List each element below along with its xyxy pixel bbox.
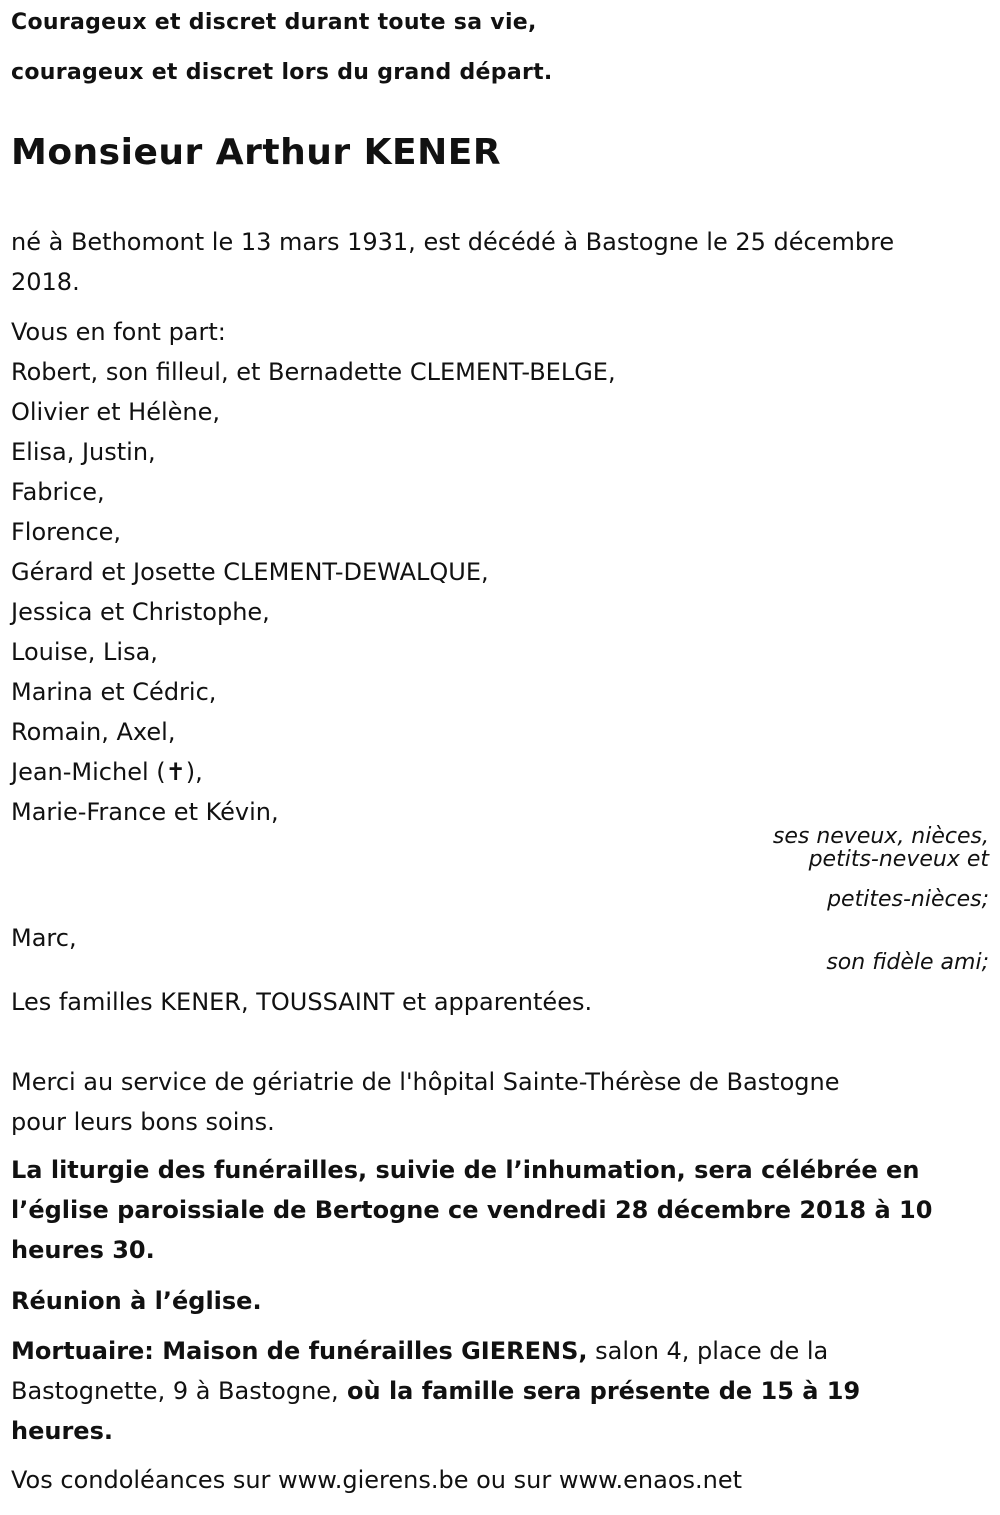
condolences-line: Vos condoléances sur www.gierens.be ou sur www.enaos.net [11,1466,743,1494]
announcer-name: Elisa, Justin, [11,438,156,466]
friend-name: Marc, [11,924,77,952]
announcer-name: Marie-France et Kévin, [11,798,279,826]
announcer-name: Olivier et Hélène, [11,398,221,426]
thanks-line-2: pour leurs bons soins. [11,1108,275,1136]
birth-death-line-2: 2018. [11,268,80,296]
mortuary-place: Mortuaire: Maison de funérailles GIERENS, [11,1337,588,1365]
announcer-name: Jessica et Christophe, [11,598,270,626]
funeral-line-1: La liturgie des funérailles, suivie de l’inhumation, sera célébrée en [11,1156,920,1184]
relation-nephews-line-3: petites-nièces; [827,887,989,912]
funeral-line-3: heures 30. [11,1236,155,1264]
family-presence: où la famille sera présente de 15 à 19 [338,1377,861,1405]
quote-line-1: Courageux et discret durant toute sa vie, [11,10,537,35]
announcer-name: Gérard et Josette CLEMENT-DEWALQUE, [11,558,489,586]
mortuary-address-end: Bastognette, 9 à Bastogne, [11,1377,339,1405]
announcer-name: Louise, Lisa, [11,638,158,666]
announcer-name: Romain, Axel, [11,718,176,746]
relation-nephews-line-1: ses neveux, nièces, [772,824,989,849]
mortuary-address-start: salon 4, place de la [587,1337,829,1365]
meeting-line: Réunion à l’église. [11,1287,262,1315]
mortuary-line-1 [11,1331,828,1371]
deceased-name: Monsieur Arthur KENER [11,132,502,173]
mortuary-line-2 [11,1371,860,1411]
quote-line-2: courageux et discret lors du grand départ. [11,60,553,85]
announcer-name: Robert, son filleul, et Bernadette CLEMENT-BELGE, [11,358,616,386]
birth-death-line-1: né à Bethomont le 13 mars 1931, est décédé à Bastogne le 25 décembre [11,228,895,256]
thanks-line-1: Merci au service de gériatrie de l'hôpital Sainte-Thérèse de Bastogne [11,1068,840,1096]
relation-friend: son fidèle ami; [826,950,989,975]
announcer-name: Fabrice, [11,478,105,506]
announcer-name: Jean-Michel (✝), [11,758,203,786]
announcers-intro: Vous en font part: [11,318,226,346]
announcer-name: Marina et Cédric, [11,678,217,706]
families-line: Les familles KENER, TOUSSAINT et apparentées. [11,988,593,1016]
announcer-name: Florence, [11,518,122,546]
relation-nephews-line-2: petits-neveux et [808,847,989,872]
funeral-line-2: l’église paroissiale de Bertogne ce vendredi 28 décembre 2018 à 10 [11,1196,933,1224]
mortuary-line-3: heures. [11,1417,113,1445]
